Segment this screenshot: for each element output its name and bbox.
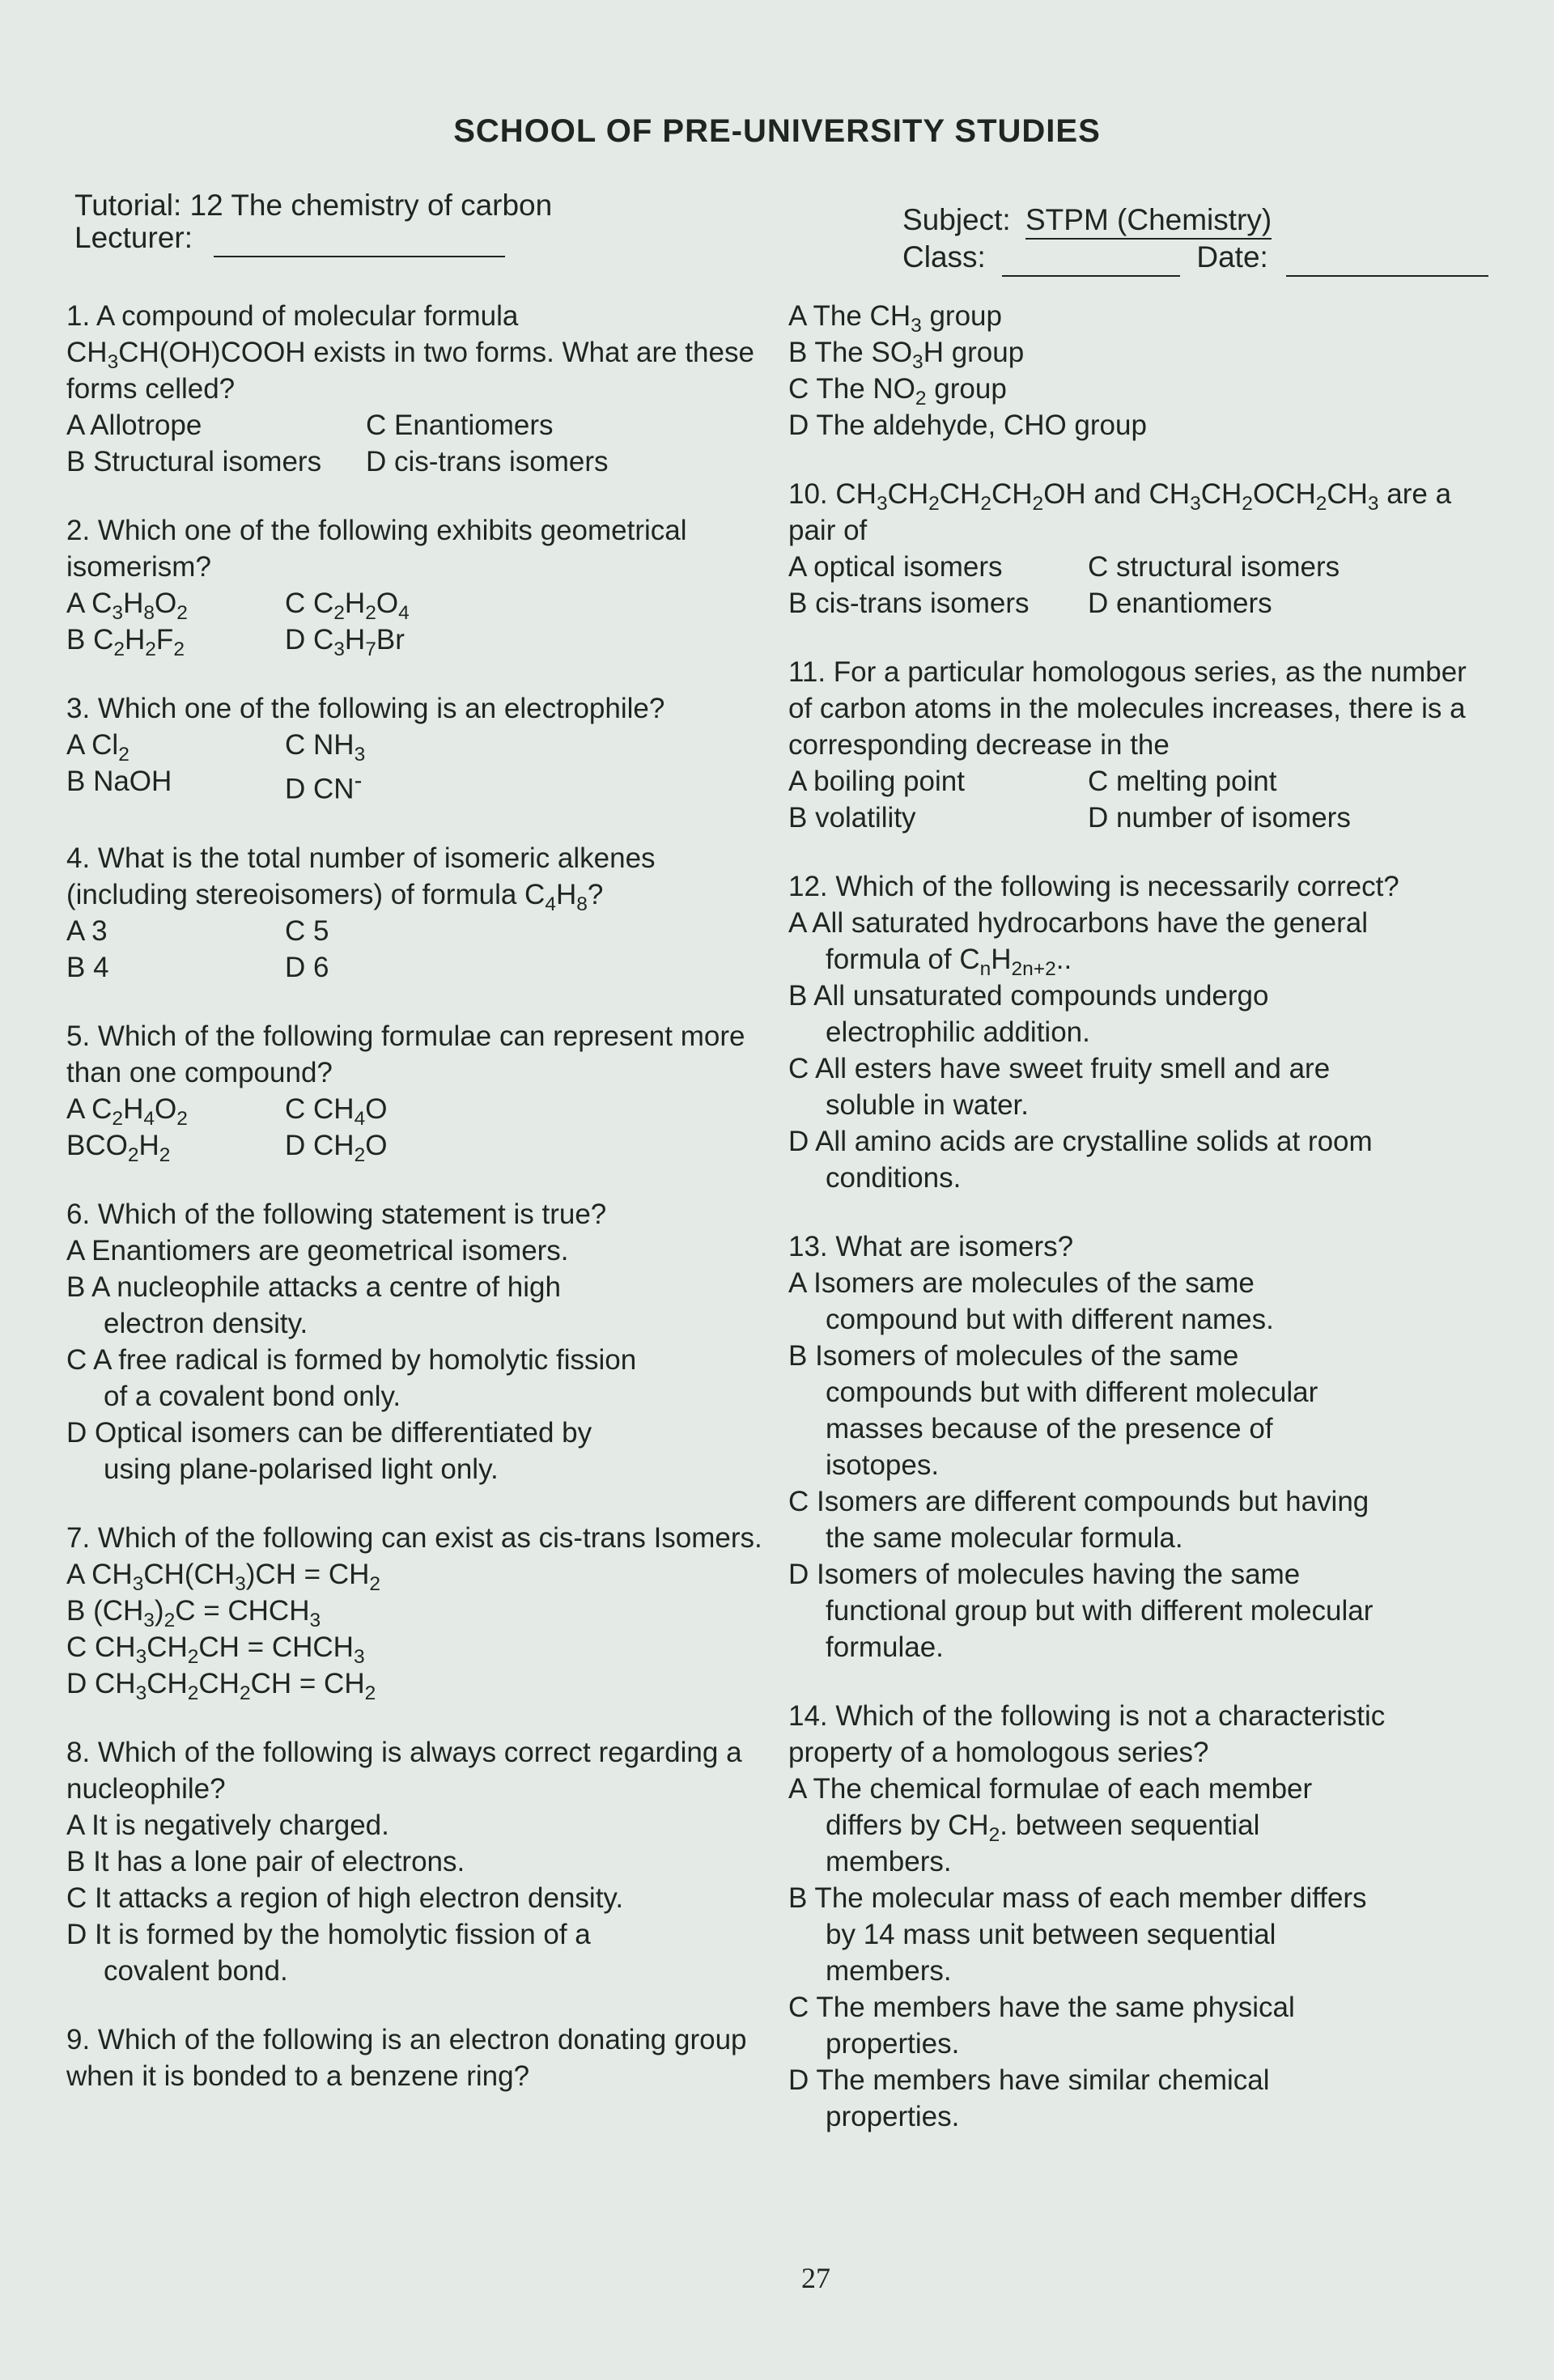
question-6: 6. Which of the following statement is true? A Enantiomers are geometrical isomers. B A nucleophile attacks a centre of high electron density. C A free radical is formed by homolytic fission of a covalent bond only. D Optical isomers can be differentiated by using plane-polarised light only. xyxy=(66,1198,637,1485)
subject-label: Subject: xyxy=(902,203,1011,236)
question-14: 14. Which of the following is not a characteristic property of a homologous series? A The chemical formulae of each member differs by $CH_2$. between sequential members. B The molecular mass of each member differs by 14 mass unit between sequential members. C The members have the same physical properties. D The members have similar chemical properties. xyxy=(788,1700,1386,2132)
question-9: 9. Which of the following is an electron donating group when it is bonded to a benzene ring? xyxy=(66,2023,747,2092)
question-8: 8. Which of the following is always correct regarding a nucleophile? A It is negatively charged. B It has a lone pair of electrons. C It attacks a region of high electron density. D It is formed by the homolytic fission of a covalent bond. xyxy=(66,1736,742,1987)
lecturer-blank xyxy=(214,220,505,257)
question-4: 4. What is the total number of isomeric alkenes (including stereoisomers) of formula $C_4H_8$? A 3 C 5 B 4 D 6 xyxy=(66,842,656,983)
question-2: 2. Which one of the following exhibits geometrical isomerism? A $C_3H_8O_2$ C $C_2H_2O_4$ B $C_2H_2F_2$ D $C_3H_7Br$ xyxy=(66,515,687,660)
question-7: 7. Which of the following can exist as cis-trans Isomers. A $CH_3CH(CH_3)CH = CH_2$ B $(CH_3)_2C$ = $CHCH_3$ C $CH_3CH_2CH$ = $CHCH_3$ D $CH_3CH_2CH_2CH = CH_2$ xyxy=(66,1521,762,1704)
right-column xyxy=(788,298,1476,2167)
class-blank xyxy=(1002,240,1180,277)
question-3: 3. Which one of the following is an electrophile? A $Cl_2$ C $NH_3$ B NaOH D CN- xyxy=(66,693,665,805)
question-5: 5. Which of the following formulae can represent more than one compound? A $C_2H_4O_2$ C $CH_4O$ $BCO_2H_2$ D $CH_2O$ xyxy=(66,1020,745,1166)
class-label: Class: xyxy=(902,240,986,274)
page-number: 27 xyxy=(801,2262,830,2294)
question-12: 12. Which of the following is necessarily correct? A All saturated hydrocarbons have the general formula of $C_nH_{2n+2}$.. B All unsaturated compounds undergo electrophilic addition. C All esters have sweet fruity smell and are soluble in water. D All amino acids are crystalline solids at room conditions. xyxy=(788,871,1399,1194)
question-11: 11. For a particular homologous series, as the number of carbon atoms in the molecules increases, there is a corresponding decrease in the A boiling point C melting point B volatility D number of isomers xyxy=(788,656,1467,834)
lecturer-label: Lecturer: xyxy=(74,221,193,254)
school-title: SCHOOL OF PRE-UNIVERSITY STUDIES xyxy=(453,113,1101,149)
lecturer-field xyxy=(74,220,505,257)
class-date-field xyxy=(902,240,1488,277)
question-13: 13. What are isomers? A Isomers are molecules of the same compound but with different names. B Isomers of molecules of the same compounds but with different molecular masses because of the presence of isotopes. C Isomers are different compounds but having the same molecular formula. D Isomers of molecules having the same functional group but with different molecular formulae. xyxy=(788,1231,1374,1663)
subject-field xyxy=(902,202,1272,240)
question-10: 10. $CH_3CH_2CH_2CH_2OH$ and $CH_3CH_2OCH_2CH_3$ are a pair of A optical isomers C structural isomers B cis-trans isomers D enantiomers xyxy=(788,478,1452,619)
tutorial-title: Tutorial: 12 The chemistry of carbon xyxy=(74,189,553,222)
left-column xyxy=(66,298,762,2127)
subject-value: STPM (Chemistry) xyxy=(1025,202,1272,240)
question-1: 1. A compound of molecular formula $CH_3CH(OH)COOH$ exists in two forms. What are these forms celled? A Allotrope C Enantiomers B Structural isomers D cis-trans isomers xyxy=(66,300,754,477)
date-label: Date: xyxy=(1196,240,1268,274)
date-blank xyxy=(1286,240,1488,277)
question-9-options: A The $CH_3$ group B The $SO_3H$ group C The $NO_2$ group D The aldehyde, CHO group xyxy=(788,300,1147,441)
